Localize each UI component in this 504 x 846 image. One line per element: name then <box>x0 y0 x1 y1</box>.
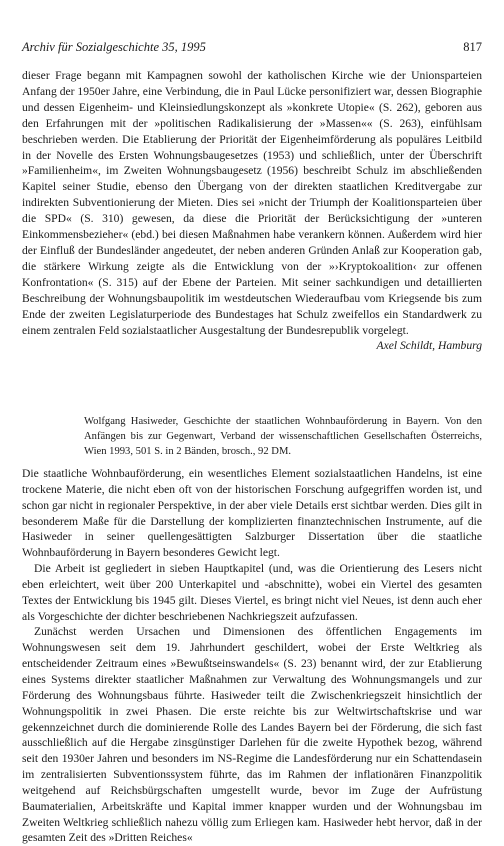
citation-text: Wolfgang Hasiweder, Geschichte der staatlichen Wohnbauförderung in Bayern. Von den Anfängen bis zur Gegenwart, Verband der wissenschaftlichen Gesellschaften Österreichs, Wien 1993, 501 S. in 2 Bänden, brosch., 92 DM. <box>84 416 482 457</box>
book-citation <box>84 414 482 459</box>
running-header <box>22 40 482 56</box>
journal-title: Archiv für Sozialgeschichte 35, 1995 <box>22 40 206 54</box>
review-hasiweder <box>22 466 482 846</box>
page-number: 817 <box>463 40 482 54</box>
paragraph: Zunächst werden Ursachen und Dimensionen des öffentlichen Engagements im Wohnungswesen seit dem 19. Jahrhundert geschildert, wobei der Erste Weltkrieg als entscheidender Zeitraum eines »Bewußtseinswandels« (S. 23) benannt wird, der zur Etablierung eines Systems direkter staatlicher Maßnahmen zur Verwaltung des Wohnungsmangels und zur Förderung des Wohnungsbaus führte. Hasiweder teilt die Zwischenkriegszeit hinsichtlich der Wohnungspolitik in zwei Phasen. Die erste reichte bis zur Weltwirtschaftskrise und war gekennzeichnet durch die dominierende Rolle des Landes Bayern bei der Förderung, die sich fast ausschließlich auf die Hergabe zinsgünstiger Darlehen für die zweite Hypothek bezog, während seit den 1930er Jahren und besonders im NS-Regime die Landesförderung nur ein Schattendasein im zentralisierten Subventionssystem führte, das im Rahmen der inflationären Finanzpolitik weitgehend auf Reichsbürgschaften umgestellt wurde, bevor im Zuge der Aufrüstung Baumaterialien, Arbeitskräfte und Kapital immer knapper wurden und der Wohnungsbau im Zweiten Weltkrieg schließlich nahezu völlig zum Erliegen kam. Hasiweder hebt hervor, daß in der gesamten Zeit des »Dritten Reiches« <box>22 625 482 845</box>
paragraph <box>22 68 482 353</box>
paragraph: Die staatliche Wohnbauförderung, ein wesentliches Element sozialstaatlichen Handelns, ist eine trockene Materie, die nicht eben oft von der historischen Forschung aufgegriffen worden ist, und schon gar nicht in regionaler Perspektive, in der aber viele Details erst sichtbar werden. Dies gilt in besonderem Maße für die Darstellung der komplizierten finanztechnischen Instrumente, auf die Hasiweder in seiner quellengesättigten Salzburger Dissertation über die staatliche Wohnbauförderung in Bayern besonderes Gewicht legt. <box>22 467 482 560</box>
paragraph-text: dieser Frage begann mit Kampagnen sowohl der katholischen Kirche wie der Unionsparteien Anfang der 1950er Jahre, eine Verbindung, die in Paul Lücke personifiziert war, dessen Biographie und dessen Eigenheim- und Kleinsiedlungskonzept als »konkrete Utopie« (S. 262), geboren aus den Erfahrungen mit der »politischen Radikalisierung der »Massen«« (S. 263), einfühlsam beschrieben werden. Die Etablierung der Priorität der Eigenheimförderung als populäres Leitbild in der Novelle des Ersten Wohnungsbaugesetzes (1953) und schließlich, unter der Überschrift »Familienheim«, im Zweiten Wohnungsbaugesetz (1956) beschreibt Schulz im abschließenden Kapitel seiner Studie, ebenso den Übergang von der direkten staatlichen Kreditvergabe zur indirekten Subventionierung der Mieten. Dies sei »nicht der Triumph der Koalitionsparteien über die SPD« (S. 310) gewesen, da diese die Priorität der Berücksichtigung der »unteren Einkommensbezieher« (ebd.) bei diesen Maßnahmen habe verankern können. Außerdem wird hier der Einfluß der Bundesländer angedeutet, der neben anderen Gründen Anlaß zur Kooperation gab, die stärkere Wirkung zeigte als die Entwicklung von der »›Kryptokoalition‹ zur offenen Konfrontation« (S. 315) auf der Ebene der Parteien. Mit seiner sachkundigen und detaillierten Beschreibung der Wohnungsbaupolitik im westdeutschen Wiederaufbau vom Kriegsende bis zum Ende der zweiten Legislaturperiode des Bundestages hat Schulz zweifellos ein Standardwerk zu einem zentralen Feld sozialstaatlicher Ausgestaltung der Bundesrepublik vorgelegt. <box>22 69 482 337</box>
reviewer-signature: Axel Schildt, Hamburg <box>376 339 482 353</box>
review-schulz-conclusion <box>22 68 482 354</box>
paragraph: Die Arbeit ist gegliedert in sieben Hauptkapitel (und, was die Orientierung des Lesers nicht eben erleichtert, weit über 200 Unterkapitel und -abschnitte), wobei ein Viertel des gesamten Textes der Entwicklung bis 1945 gilt. Dieses Viertel, es bringt nicht viel Neues, ist denn auch eher als Vorgeschichte der dichter beschriebenen Nachkriegszeit aufzufassen. <box>22 562 482 623</box>
